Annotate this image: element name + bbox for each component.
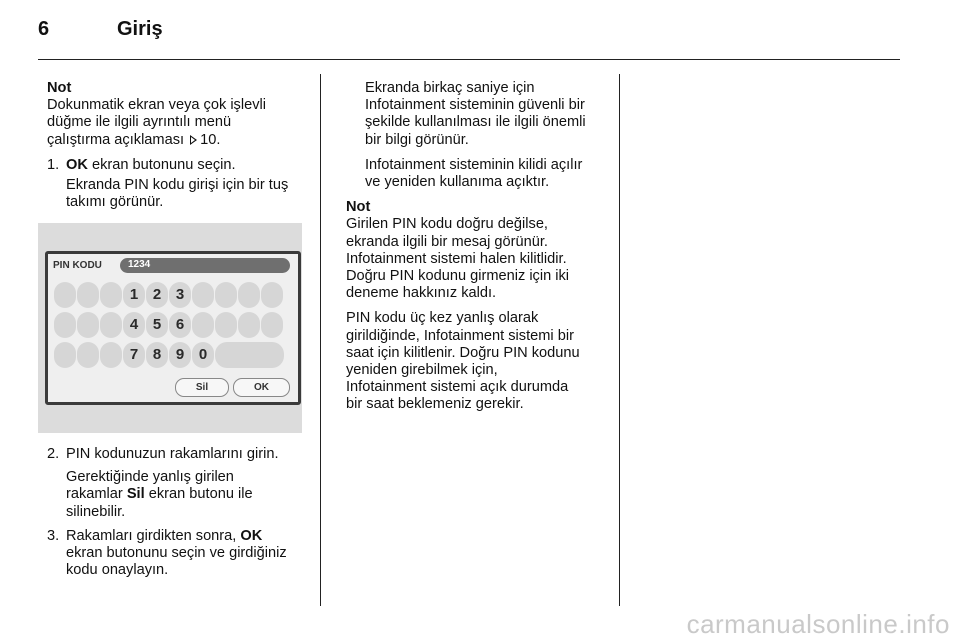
- body-line: girildiğinde, Infotainment sistemi bir: [346, 327, 574, 344]
- ok-button: OK: [233, 378, 290, 397]
- digit-key: 4: [123, 312, 145, 338]
- body-line: yeniden girebilmek için,: [346, 362, 498, 379]
- step-3-detail: ekran butonunu seçin ve girdiğiniz: [66, 545, 287, 562]
- step-1-detail: takımı görünür.: [66, 194, 164, 211]
- step-number: 2.: [47, 446, 60, 462]
- blank-key: [100, 312, 122, 338]
- note-line: ekranda ilgili bir mesaj görünür.: [346, 233, 548, 250]
- page-reference-icon: [190, 135, 197, 145]
- pin-value: 1234: [128, 259, 151, 270]
- left-column-lower: [47, 446, 312, 579]
- blank-key: [100, 342, 122, 368]
- note-line: deneme hakkınız kaldı.: [346, 285, 497, 302]
- pin-label: PIN KODU: [53, 260, 102, 271]
- note-ref-text: çalıştırma açıklaması: [47, 131, 185, 148]
- watermark: carmanualsonline.info: [686, 609, 950, 639]
- step-text: PIN kodunuzun rakamlarını girin.: [66, 446, 279, 462]
- blank-key: [54, 282, 76, 308]
- display-frame: [45, 251, 301, 405]
- pin-entry-screen-illustration: [38, 223, 302, 433]
- body-line: Infotainment sisteminin güvenli bir: [365, 97, 585, 114]
- ok-keyword: OK: [240, 527, 263, 544]
- blank-key: [215, 312, 237, 338]
- keypad: [54, 282, 291, 372]
- note-reference: [47, 132, 312, 149]
- column-divider: [619, 74, 620, 606]
- keypad-row: [54, 282, 291, 308]
- note-line: Girilen PIN kodu doğru değilse,: [346, 216, 548, 233]
- blank-key: [238, 282, 260, 308]
- note-title: Not: [346, 199, 371, 216]
- note-line: Infotainment sistemi halen kilitlidir.: [346, 250, 567, 267]
- digit-key: 0: [192, 342, 214, 368]
- pin-field: [120, 258, 290, 273]
- page-title: Giriş: [117, 18, 163, 40]
- step-2-detail: Gerektiğinde yanlış girilen: [66, 469, 234, 486]
- sil-keyword: Sil: [126, 486, 145, 503]
- ok-keyword: OK: [66, 156, 88, 173]
- blank-key: [77, 282, 99, 308]
- step-1: [47, 157, 312, 174]
- body-line: Ekranda birkaç saniye için: [365, 80, 535, 96]
- body-line: saat için kilitlenir. Doğru PIN kodunu: [346, 344, 580, 361]
- left-column: [47, 80, 312, 211]
- digit-key: 1: [123, 282, 145, 308]
- step-text: ekran butonunu seçin.: [91, 156, 236, 173]
- keypad-row: [54, 342, 291, 368]
- body-line: bir bilgi görünür.: [365, 131, 469, 148]
- blank-key: [54, 342, 76, 368]
- digit-key: 6: [169, 312, 191, 338]
- blank-key: [215, 282, 237, 308]
- middle-column: [346, 80, 614, 414]
- note-line: Dokunmatik ekran veya çok işlevli: [47, 97, 266, 114]
- digit-key: 3: [169, 282, 191, 308]
- page-number: 6: [38, 18, 50, 40]
- step-2: [47, 446, 312, 463]
- step-2-detail: [47, 486, 312, 503]
- digit-key: 5: [146, 312, 168, 338]
- blank-key: [54, 312, 76, 338]
- step-2-text: ekran butonu ile: [148, 486, 253, 503]
- note-ref-page: 10.: [200, 131, 221, 148]
- step-number: 3.: [47, 527, 60, 544]
- digit-key: 8: [146, 342, 168, 368]
- step-2-detail: silinebilir.: [66, 503, 126, 520]
- keypad-row: [54, 312, 291, 338]
- delete-button: Sil: [175, 378, 229, 397]
- body-line: Infotainment sisteminin kilidi açılır: [365, 156, 583, 173]
- digit-key: 2: [146, 282, 168, 308]
- step-3: [47, 528, 312, 545]
- blank-key: [192, 282, 214, 308]
- blank-key: [100, 282, 122, 308]
- note-line: Doğru PIN kodunu girmeniz için iki: [346, 268, 570, 285]
- step-1-detail: Ekranda PIN kodu girişi için bir tuş: [66, 177, 289, 194]
- body-line: şekilde kullanılması ile ilgili önemli: [365, 114, 586, 131]
- note-title: Not: [47, 80, 72, 96]
- step-2-text: rakamlar: [66, 486, 123, 503]
- blank-key: [261, 282, 283, 308]
- column-divider: [320, 74, 321, 606]
- step-number: 1.: [47, 156, 60, 173]
- header-rule: [38, 59, 900, 60]
- body-line: Infotainment sistemi açık durumda: [346, 379, 569, 396]
- note-line: düğme ile ilgili ayrıntılı menü: [47, 114, 232, 131]
- body-line: ve yeniden kullanıma açıktır.: [365, 174, 550, 191]
- blank-wide-key: [215, 342, 284, 368]
- blank-key: [238, 312, 260, 338]
- step-3-detail: kodu onaylayın.: [66, 562, 169, 579]
- blank-key: [77, 342, 99, 368]
- digit-key: 9: [169, 342, 191, 368]
- body-line: bir saat beklemeniz gerekir.: [346, 396, 524, 413]
- blank-key: [77, 312, 99, 338]
- step-text: Rakamları girdikten sonra,: [66, 527, 237, 544]
- blank-key: [192, 312, 214, 338]
- blank-key: [261, 312, 283, 338]
- body-line: PIN kodu üç kez yanlış olarak: [346, 310, 539, 327]
- digit-key: 7: [123, 342, 145, 368]
